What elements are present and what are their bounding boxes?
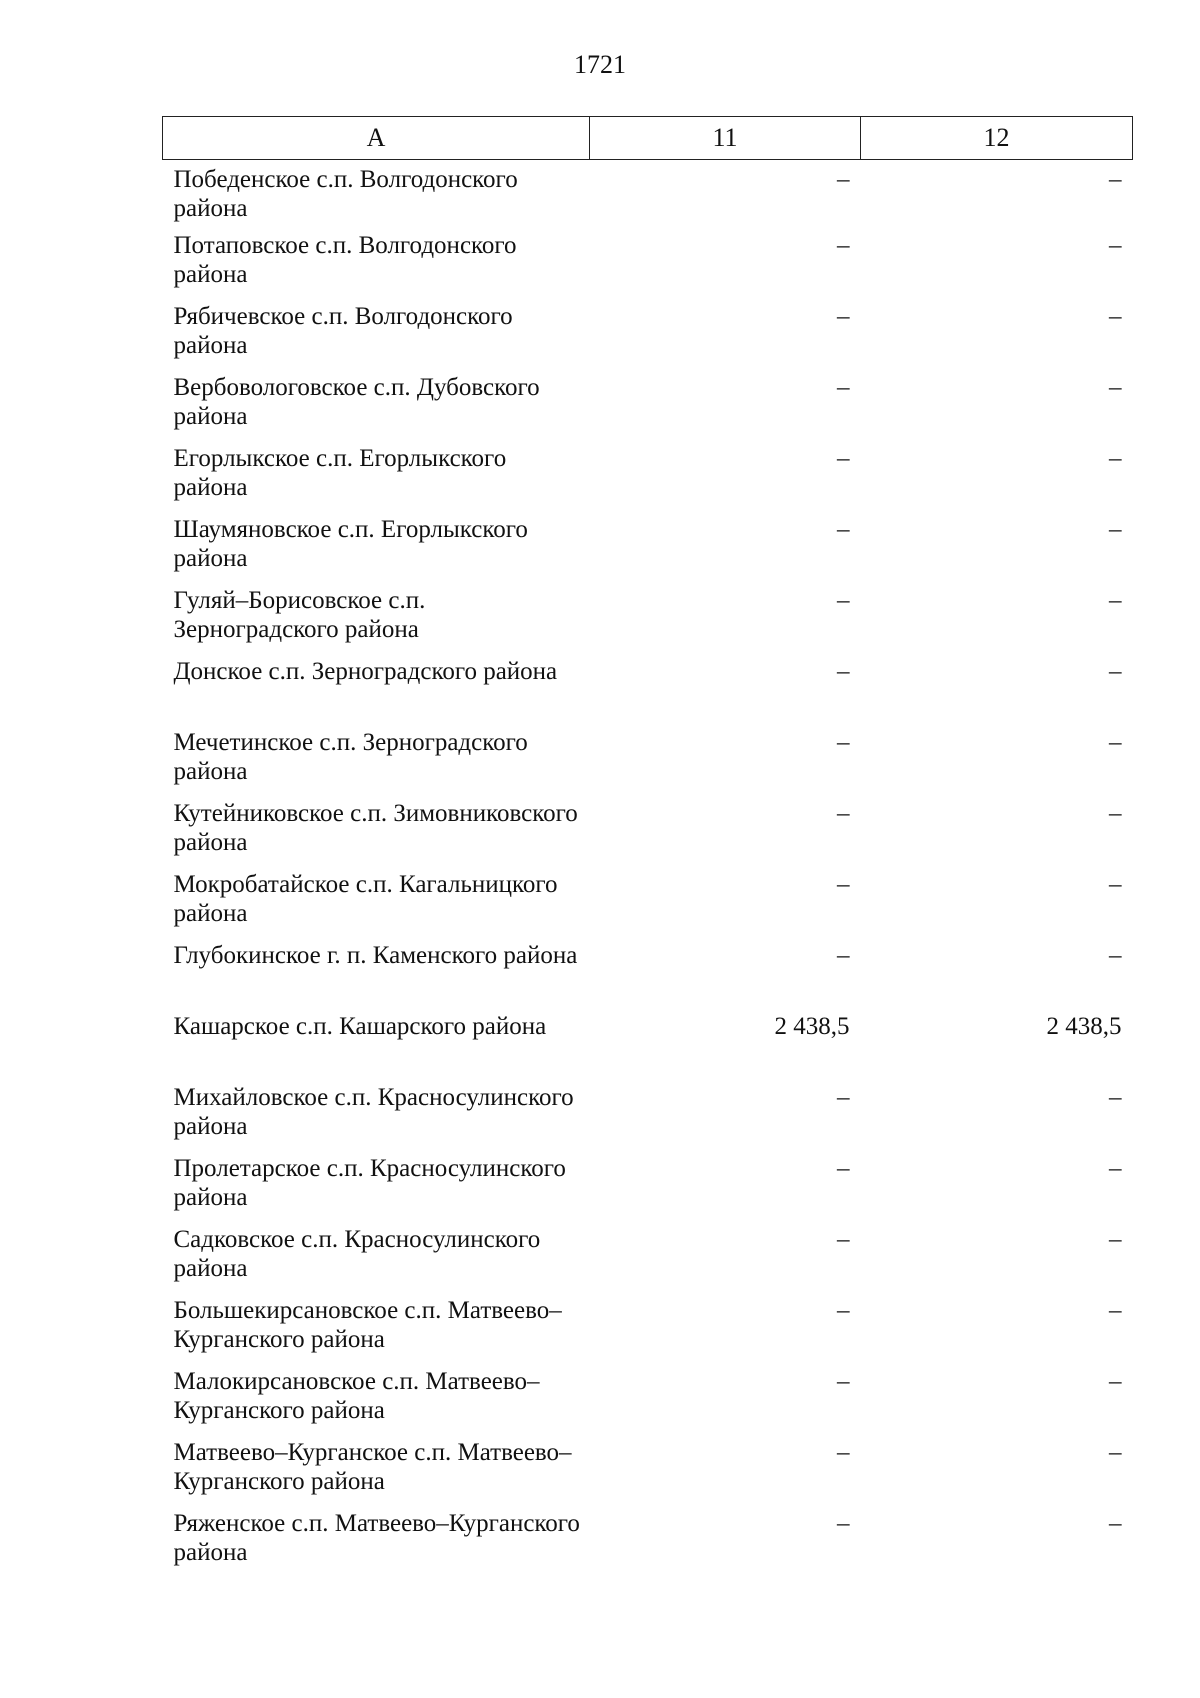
table-row — [163, 1367, 1133, 1438]
row-value-11: – — [837, 1367, 850, 1395]
table-header-row — [163, 117, 1133, 160]
table-row — [163, 586, 1133, 657]
column-header-a: А — [163, 117, 590, 160]
data-table — [162, 116, 1133, 1580]
table-row — [163, 657, 1133, 728]
row-value-11: – — [837, 1225, 850, 1253]
row-name: Глубокинское г. п. Каменского района — [173, 941, 578, 969]
row-value-12: – — [1109, 941, 1122, 969]
row-value-12: – — [1109, 870, 1122, 898]
table-row — [163, 1296, 1133, 1367]
row-value-12: – — [1109, 1154, 1122, 1182]
row-name: Малокирсановское с.п. Матвеево–Курганского района — [173, 1367, 540, 1424]
table-row — [163, 728, 1133, 799]
page-number: 1721 — [574, 50, 626, 79]
table-row — [163, 1083, 1133, 1154]
row-value-11: – — [837, 302, 850, 330]
row-name: Кутейниковское с.п. Зимовниковского района — [173, 799, 578, 856]
column-header-11: 11 — [590, 117, 861, 160]
table-row — [163, 160, 1133, 231]
row-name: Матвеево–Курганское с.п. Матвеево–Курганского района — [173, 1438, 572, 1495]
row-value-12: – — [1109, 373, 1122, 401]
row-name: Мокробатайское с.п. Кагальницкого района — [173, 870, 558, 927]
row-name: Михайловское с.п. Красносулинского района — [173, 1083, 574, 1140]
table-row — [163, 941, 1133, 1012]
table-row — [163, 302, 1133, 373]
row-name: Большекирсановское с.п. Матвеево–Курганского района — [173, 1296, 562, 1353]
row-value-11: – — [837, 1154, 850, 1182]
table-row — [163, 444, 1133, 515]
row-value-11: – — [837, 515, 850, 543]
row-value-11: – — [837, 728, 850, 756]
row-value-12: – — [1109, 302, 1122, 330]
row-name: Донское с.п. Зерноградского района — [173, 657, 558, 685]
row-name: Победенское с.п. Волгодонского района — [173, 166, 518, 222]
row-value-12: – — [1109, 728, 1122, 756]
row-name: Пролетарское с.п. Красносулинского района — [173, 1154, 566, 1211]
row-value-12: – — [1109, 1367, 1122, 1395]
row-value-12: – — [1109, 515, 1122, 543]
table-row — [163, 1438, 1133, 1509]
row-value-12: – — [1109, 166, 1122, 193]
row-name: Мечетинское с.п. Зерноградского района — [173, 728, 528, 785]
row-name: Вербовологовское с.п. Дубовского района — [173, 373, 540, 430]
table-row — [163, 1225, 1133, 1296]
column-header-12: 12 — [861, 117, 1133, 160]
row-value-11: – — [837, 657, 850, 685]
row-name: Кашарское с.п. Кашарского района — [173, 1012, 547, 1040]
row-value-12: 2 438,5 — [1046, 1012, 1122, 1040]
row-name: Шаумяновское с.п. Егорлыкского района — [173, 515, 528, 572]
row-value-11: – — [837, 1509, 850, 1537]
table-row — [163, 373, 1133, 444]
table-row — [163, 231, 1133, 302]
row-value-11: – — [837, 1296, 850, 1324]
row-value-12: – — [1109, 1509, 1122, 1537]
row-value-11: – — [837, 1438, 850, 1466]
row-value-12: – — [1109, 586, 1122, 614]
row-name: Гуляй–Борисовское с.п. Зерноградского района — [173, 586, 426, 643]
row-name: Ряженское с.п. Матвеево–Курганского района — [173, 1509, 580, 1566]
row-name: Егорлыкское с.п. Егорлыкского района — [173, 444, 507, 501]
row-name: Рябичевское с.п. Волгодонского района — [173, 302, 513, 359]
table-row — [163, 515, 1133, 586]
row-value-11: – — [837, 231, 850, 259]
table-row — [163, 1509, 1133, 1580]
row-value-11: – — [837, 870, 850, 898]
row-value-11: – — [837, 444, 850, 472]
row-value-12: – — [1109, 231, 1122, 259]
row-value-11: 2 438,5 — [774, 1012, 850, 1040]
row-value-11: – — [837, 941, 850, 969]
table-row — [163, 1154, 1133, 1225]
row-value-11: – — [837, 1083, 850, 1111]
table-row — [163, 870, 1133, 941]
row-value-12: – — [1109, 444, 1122, 472]
row-value-12: – — [1109, 657, 1122, 685]
row-value-12: – — [1109, 1083, 1122, 1111]
row-value-11: – — [837, 586, 850, 614]
row-name: Потаповское с.п. Волгодонского района — [173, 231, 517, 288]
row-name: Садковское с.п. Красносулинского района — [173, 1225, 541, 1282]
row-value-12: – — [1109, 1438, 1122, 1466]
row-value-12: – — [1109, 799, 1122, 827]
row-value-11: – — [837, 799, 850, 827]
table-row — [163, 799, 1133, 870]
row-value-11: – — [837, 373, 850, 401]
table-row — [163, 1012, 1133, 1083]
row-value-11: – — [837, 166, 850, 193]
row-value-12: – — [1109, 1296, 1122, 1324]
row-value-12: – — [1109, 1225, 1122, 1253]
